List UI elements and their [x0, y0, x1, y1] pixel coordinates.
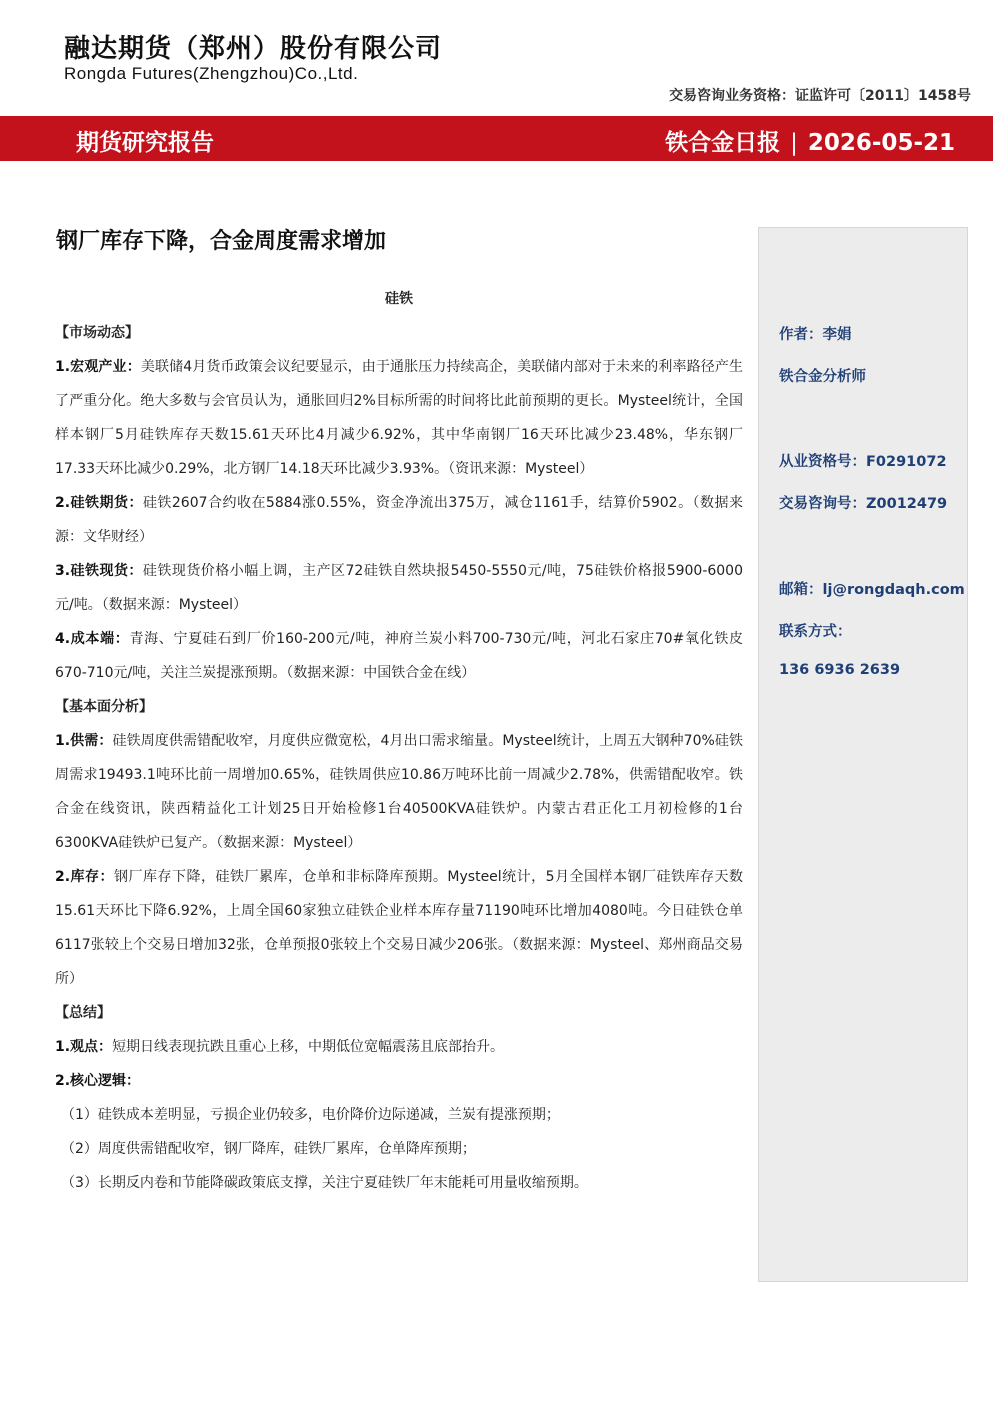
fundamental-paragraph-supply-demand — [55, 724, 743, 860]
summary-logic-item: （3）长期反内卷和节能降碳政策底支撑，关注宁夏硅铁厂年末能耗可用量收缩预期。 — [61, 1175, 588, 1191]
paragraph-lead: 2.库存： — [55, 869, 115, 885]
author-sidebar — [758, 227, 968, 1282]
section-heading-fundamental: 【基本面分析】 — [55, 699, 153, 715]
author-name: 作者：李娟 — [779, 327, 852, 343]
license-info: 交易咨询业务资格：证监许可〔2011〕1458号 — [669, 88, 971, 104]
author-email[interactable]: 邮箱：lj@rongdaqh.com — [779, 582, 965, 598]
contact-phone: 136 6936 2639 — [779, 662, 901, 678]
paragraph-lead: 3.硅铁现货： — [55, 563, 143, 579]
banner-date: 2026-05-21 — [807, 130, 955, 156]
report-body — [55, 282, 743, 1200]
paragraph-lead: 4.成本端： — [55, 631, 130, 647]
section-heading-summary: 【总结】 — [55, 1005, 111, 1021]
paragraph-text: 钢厂库存下降，硅铁厂累库，仓单和非标降库预期。Mysteel统计，5月全国样本钢厂硅铁库存天数15.61天环比下降6.92%，上周全国60家独立硅铁企业样本库存量71190吨环比增加4080吨。今日硅铁仓单6117张较上个交易日增加32张，仓单预报0张较上个交易日减少206张。（数据来源：Mysteel、郑州商品交易所） — [55, 869, 744, 987]
market-paragraph-cost — [55, 622, 743, 690]
paragraph-text: 硅铁周度供需错配收窄，月度供应微宽松，4月出口需求缩量。Mysteel统计，上周五大钢种70%硅铁周需求19493.1吨环比前一周增加0.65%，硅铁周供应10.86万吨环比前一周减少2.78%，供需错配收窄。铁合金在线资讯，陕西精益化工计划25日开始检修1台40500KVA硅铁炉。内蒙古君正化工月初检修的1台6300KVA硅铁炉已复产。（数据来源：Mysteel） — [55, 733, 743, 851]
paragraph-lead: 2.硅铁期货： — [55, 495, 143, 511]
report-title: 钢厂库存下降，合金周度需求增加 — [56, 229, 387, 254]
summary-view — [55, 1030, 743, 1064]
author-consult-number: 交易咨询号：Z0012479 — [779, 496, 948, 512]
report-banner — [0, 116, 993, 161]
report-subtitle: 硅铁 — [385, 291, 413, 307]
banner-report-info — [665, 124, 955, 157]
market-paragraph-macro — [55, 350, 743, 486]
summary-logic-heading: 2.核心逻辑： — [55, 1073, 141, 1089]
market-paragraph-spot — [55, 554, 743, 622]
company-name-en: Rongda Futures(Zhengzhou)Co.,Ltd. — [64, 64, 359, 83]
market-paragraph-futures — [55, 486, 743, 554]
paragraph-lead: 1.供需： — [55, 733, 113, 749]
paragraph-text: 短期日线表现抗跌且重心上移，中期低位宽幅震荡且底部抬升。 — [112, 1039, 505, 1055]
summary-logic-item: （2）周度供需错配收窄，钢厂降库，硅铁厂累库，仓单降库预期； — [61, 1141, 476, 1157]
section-heading-market: 【市场动态】 — [55, 325, 139, 341]
banner-report-type: 期货研究报告 — [76, 130, 214, 156]
banner-report-name: 铁合金日报 — [665, 130, 781, 156]
paragraph-text: 硅铁现货价格小幅上调，主产区72硅铁自然块报5450-5550元/吨，75硅铁价格报5900-6000元/吨。（数据来源：Mysteel） — [55, 563, 744, 613]
company-name-cn: 融达期货（郑州）股份有限公司 — [64, 34, 443, 64]
banner-separator: | — [790, 130, 798, 156]
summary-logic-item: （1）硅铁成本差明显，亏损企业仍较多，电价降价边际递减，兰炭有提涨预期； — [61, 1107, 560, 1123]
author-qualification: 从业资格号：F0291072 — [779, 454, 947, 470]
paragraph-text: 硅铁2607合约收在5884涨0.55%，资金净流出375万，减仓1161手，结算价5902。（数据来源：文华财经） — [55, 495, 743, 545]
paragraph-text: 美联储4月货币政策会议纪要显示，由于通胀压力持续高企，美联储内部对于未来的利率路径产生了严重分化。绝大多数与会官员认为，通胀回归2%目标所需的时间将比此前预期的更长。Mysteel统计，全国样本钢厂5月硅铁库存天数15.61天环比4月减少6.92%，其中华南钢厂16天环比减少23.48%，华东钢厂17.33天环比减少0.29%，北方钢厂14.18天环比减少3.93%。（资讯来源：Mysteel） — [55, 359, 744, 477]
paragraph-text: 青海、宁夏硅石到厂价160-200元/吨，神府兰炭小料700-730元/吨，河北石家庄70#氧化铁皮670-710元/吨，关注兰炭提涨预期。（数据来源：中国铁合金在线） — [55, 631, 744, 681]
paragraph-lead: 1.观点： — [55, 1039, 113, 1055]
fundamental-paragraph-inventory — [55, 860, 743, 996]
author-role: 铁合金分析师 — [779, 369, 866, 385]
contact-label: 联系方式： — [779, 624, 852, 640]
paragraph-lead: 1.宏观产业： — [55, 359, 141, 375]
